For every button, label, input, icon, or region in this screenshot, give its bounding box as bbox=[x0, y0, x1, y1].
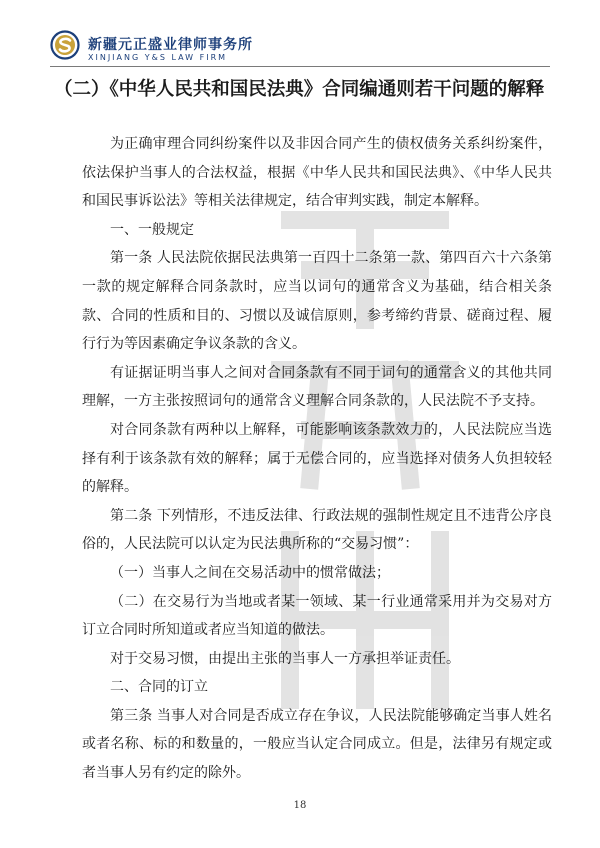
page-number: 18 bbox=[293, 800, 307, 811]
article-1-para-2: 有证据证明当事人之间对合同条款有不同于词句的通常含义的其他共同理解，一方主张按照词句的通常含义理解合同条款的，人民法院不予支持。 bbox=[82, 364, 552, 410]
article-2-burden: 对于交易习惯，由提出主张的当事人一方承担举证责任。 bbox=[110, 650, 460, 667]
document-body bbox=[82, 130, 552, 788]
article-1-para-3: 对合同条款有两种以上解释，可能影响该条款效力的，人民法院应当选择有利于该条款有效的解释；属于无偿合同的，应当选择对债务人负担较轻的解释。 bbox=[82, 421, 552, 496]
header-divider bbox=[50, 66, 550, 67]
article-2: 第二条 下列情形，不违反法律、行政法规的强制性规定且不违背公序良俗的，人民法院可以认定为民法典所称的“交易习惯”： bbox=[82, 507, 552, 553]
firm-logo-icon bbox=[50, 30, 80, 60]
section-heading-general: 一、一般规定 bbox=[110, 221, 194, 238]
page-title: （二）《中华人民共和国民法典》合同编通则若干问题的解释 bbox=[54, 79, 545, 100]
paragraph-preamble: 为正确审理合同纠纷案件以及非因合同产生的债权债务关系纠纷案件，依法保护当事人的合法权益，根据《中华人民共和国民法典》、《中华人民共和国民事诉讼法》等相关法律规定，结合审判实践，制定本解释。 bbox=[82, 136, 552, 210]
article-2-item-2: （二）在交易行为当地或者某一领域、某一行业通常采用并为交易对方订立合同时所知道或者应当知道的做法。 bbox=[82, 593, 552, 639]
firm-name-cn: 新疆元正盛业律师事务所 bbox=[88, 37, 253, 53]
article-2-item-1: （一）当事人之间在交易活动中的惯常做法； bbox=[110, 564, 390, 581]
section-heading-formation: 二、合同的订立 bbox=[110, 679, 208, 696]
article-3: 第三条 当事人对合同是否成立存在争议，人民法院能够确定当事人姓名或者名称、标的和数量的，一般应当认定合同成立。但是，法律另有规定或者当事人另有约定的除外。 bbox=[82, 707, 552, 782]
article-1: 第一条 人民法院依据民法典第一百四十二条第一款、第四百六十六条第一款的规定解释合同条款时，应当以词句的通常含义为基础，结合相关条款、合同的性质和目的、习惯以及诚信原则，参考缔约背景、磋商过程、履行行为等因素确定争议条款的含义。 bbox=[82, 250, 552, 353]
firm-name-en: XINJIANG Y&S LAW FIRM bbox=[88, 53, 228, 62]
